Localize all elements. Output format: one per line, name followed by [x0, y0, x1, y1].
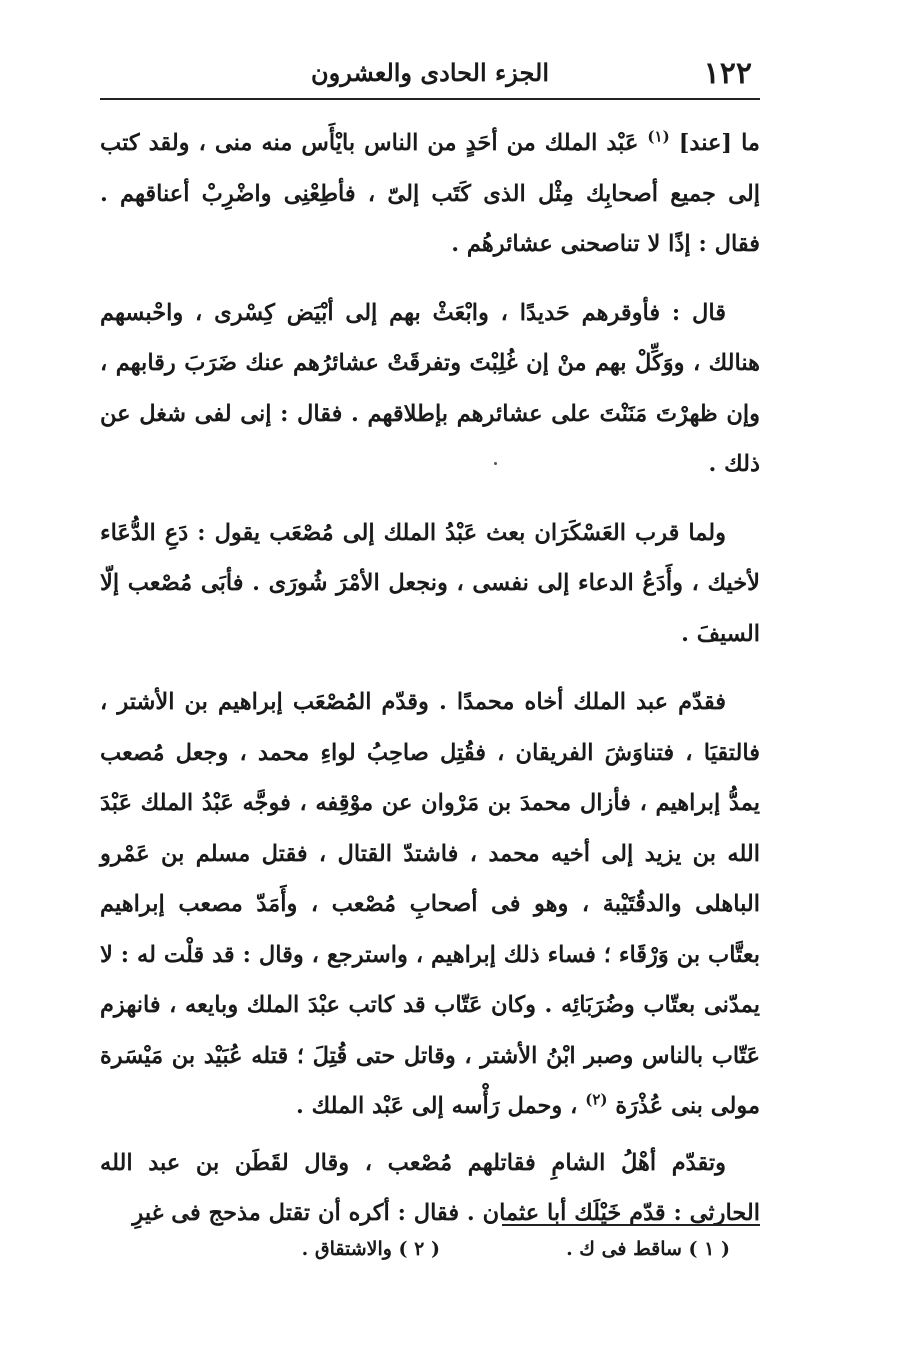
footnote-2: ( ٢ ) والاشتقاق . — [301, 1238, 440, 1260]
page-number: ١٢٢ — [703, 56, 752, 91]
paragraph-1-start: ما [عند] — [678, 130, 760, 156]
paragraph-4-start: فقدّم عبد الملك أخاه محمدًا . وقدّم المُصْعَب إبراهيم بن الأشتر ، فالتقيَا ، فتناوَشَ الفريقان ، فقُتِل صاحِبُ لواءِ محمد ، وجعل مُصعب يمدُّ إبراهيم ، فأزال محمدَ بن مَرْوان عن موْقِفه ، فوجَّه عَبْدُ الملك عَبْدَ الله بن يزيد إلى أخيه محمد ، فاشتدّ القتال ، فقتل مسلم بن عَمْرو الباهلى والدقُتَيْبة ، وهو فى أصحابِ مُصْعب ، وأَمَدّ مصعب إبراهيم بعتَّاب بن وَرْقَاء ؛ فساء ذلك إبراهيم ، واسترجع ، وقال : قد قلْت له : لا يمدّنى بعتّاب وضُرَبَائِه . وكان عَتّاب قد كاتب عبْدَ الملك وبايعه ، فانهزم عَتّاب بالناس وصبر ابْنُ الأشتر ، وقاتل حتى قُتِلَ ؛ قتله عُبَيْد بن مَيْسَرة مولى بنى عُذْرَة — [100, 689, 760, 1119]
paragraph-1 — [100, 118, 760, 270]
print-speck — [494, 462, 497, 465]
paragraph-1-rest: عَبْد الملك من أحَدٍ من الناس بايْأَس منه منى ، ولقد كتب إلى جميع أصحابِك مِثْل الذى كَتَب إلىّ ، فأطِعْنِى واضْرِبْ أعناقهم . فقال : إذًا لا تناصحنى عشائرهُم . — [100, 130, 760, 257]
main-text — [100, 118, 760, 1257]
paragraph-4-rest: ، وحمل رَأْسه إلى عَبْد الملك . — [296, 1093, 578, 1119]
paragraph-5: وتقدّم أهْلُ الشامِ فقاتلهم مُصْعب ، وقال لقَطَن بن عبد الله الحارثى : قدّم خَيْلَك أبا عثمان . فقال : أكره أن تقتل مذحج فى غيرِ — [100, 1149, 760, 1226]
paragraph-4 — [100, 677, 760, 1132]
paragraph-3: ولما قرب العَسْكَرَان بعث عَبْدُ الملك إلى مُصْعَب يقول : دَعِ الدُّعَاء لأخيك ، وأَدَعُ الدعاء إلى نفسى ، ونجعل الأمْرَ شُورَى . فأبَى مُصْعب إلّا السيفَ . — [100, 519, 760, 647]
footnote-ref-1: (١) — [647, 127, 670, 146]
paragraph-2: قال : فأوقرهم حَديدًا ، وابْعَثْ بهم إلى أبْيَض كِسْرى ، واحْبسهم هنالك ، ووَكِّلْ بهم منْ إن غُلِبْتَ وتفرقَتْ عشائرُهم عنك ضَرَبَ رقابهم ، وإن ظهرْتَ مَنَنْتَ على عشائرهم بإطلاقهم . فقال : إنى لفى شغل عن ذلك . — [100, 299, 760, 477]
footnote-1: ( ١ ) ساقط فى ك . — [566, 1238, 730, 1260]
footnote-rule — [502, 1224, 760, 1226]
header-rule — [100, 98, 760, 100]
footnote-ref-2: (٢) — [585, 1090, 608, 1109]
running-title: الجزء الحادى والعشرون — [311, 58, 549, 87]
page-header — [100, 52, 760, 94]
footnotes — [190, 1238, 730, 1278]
